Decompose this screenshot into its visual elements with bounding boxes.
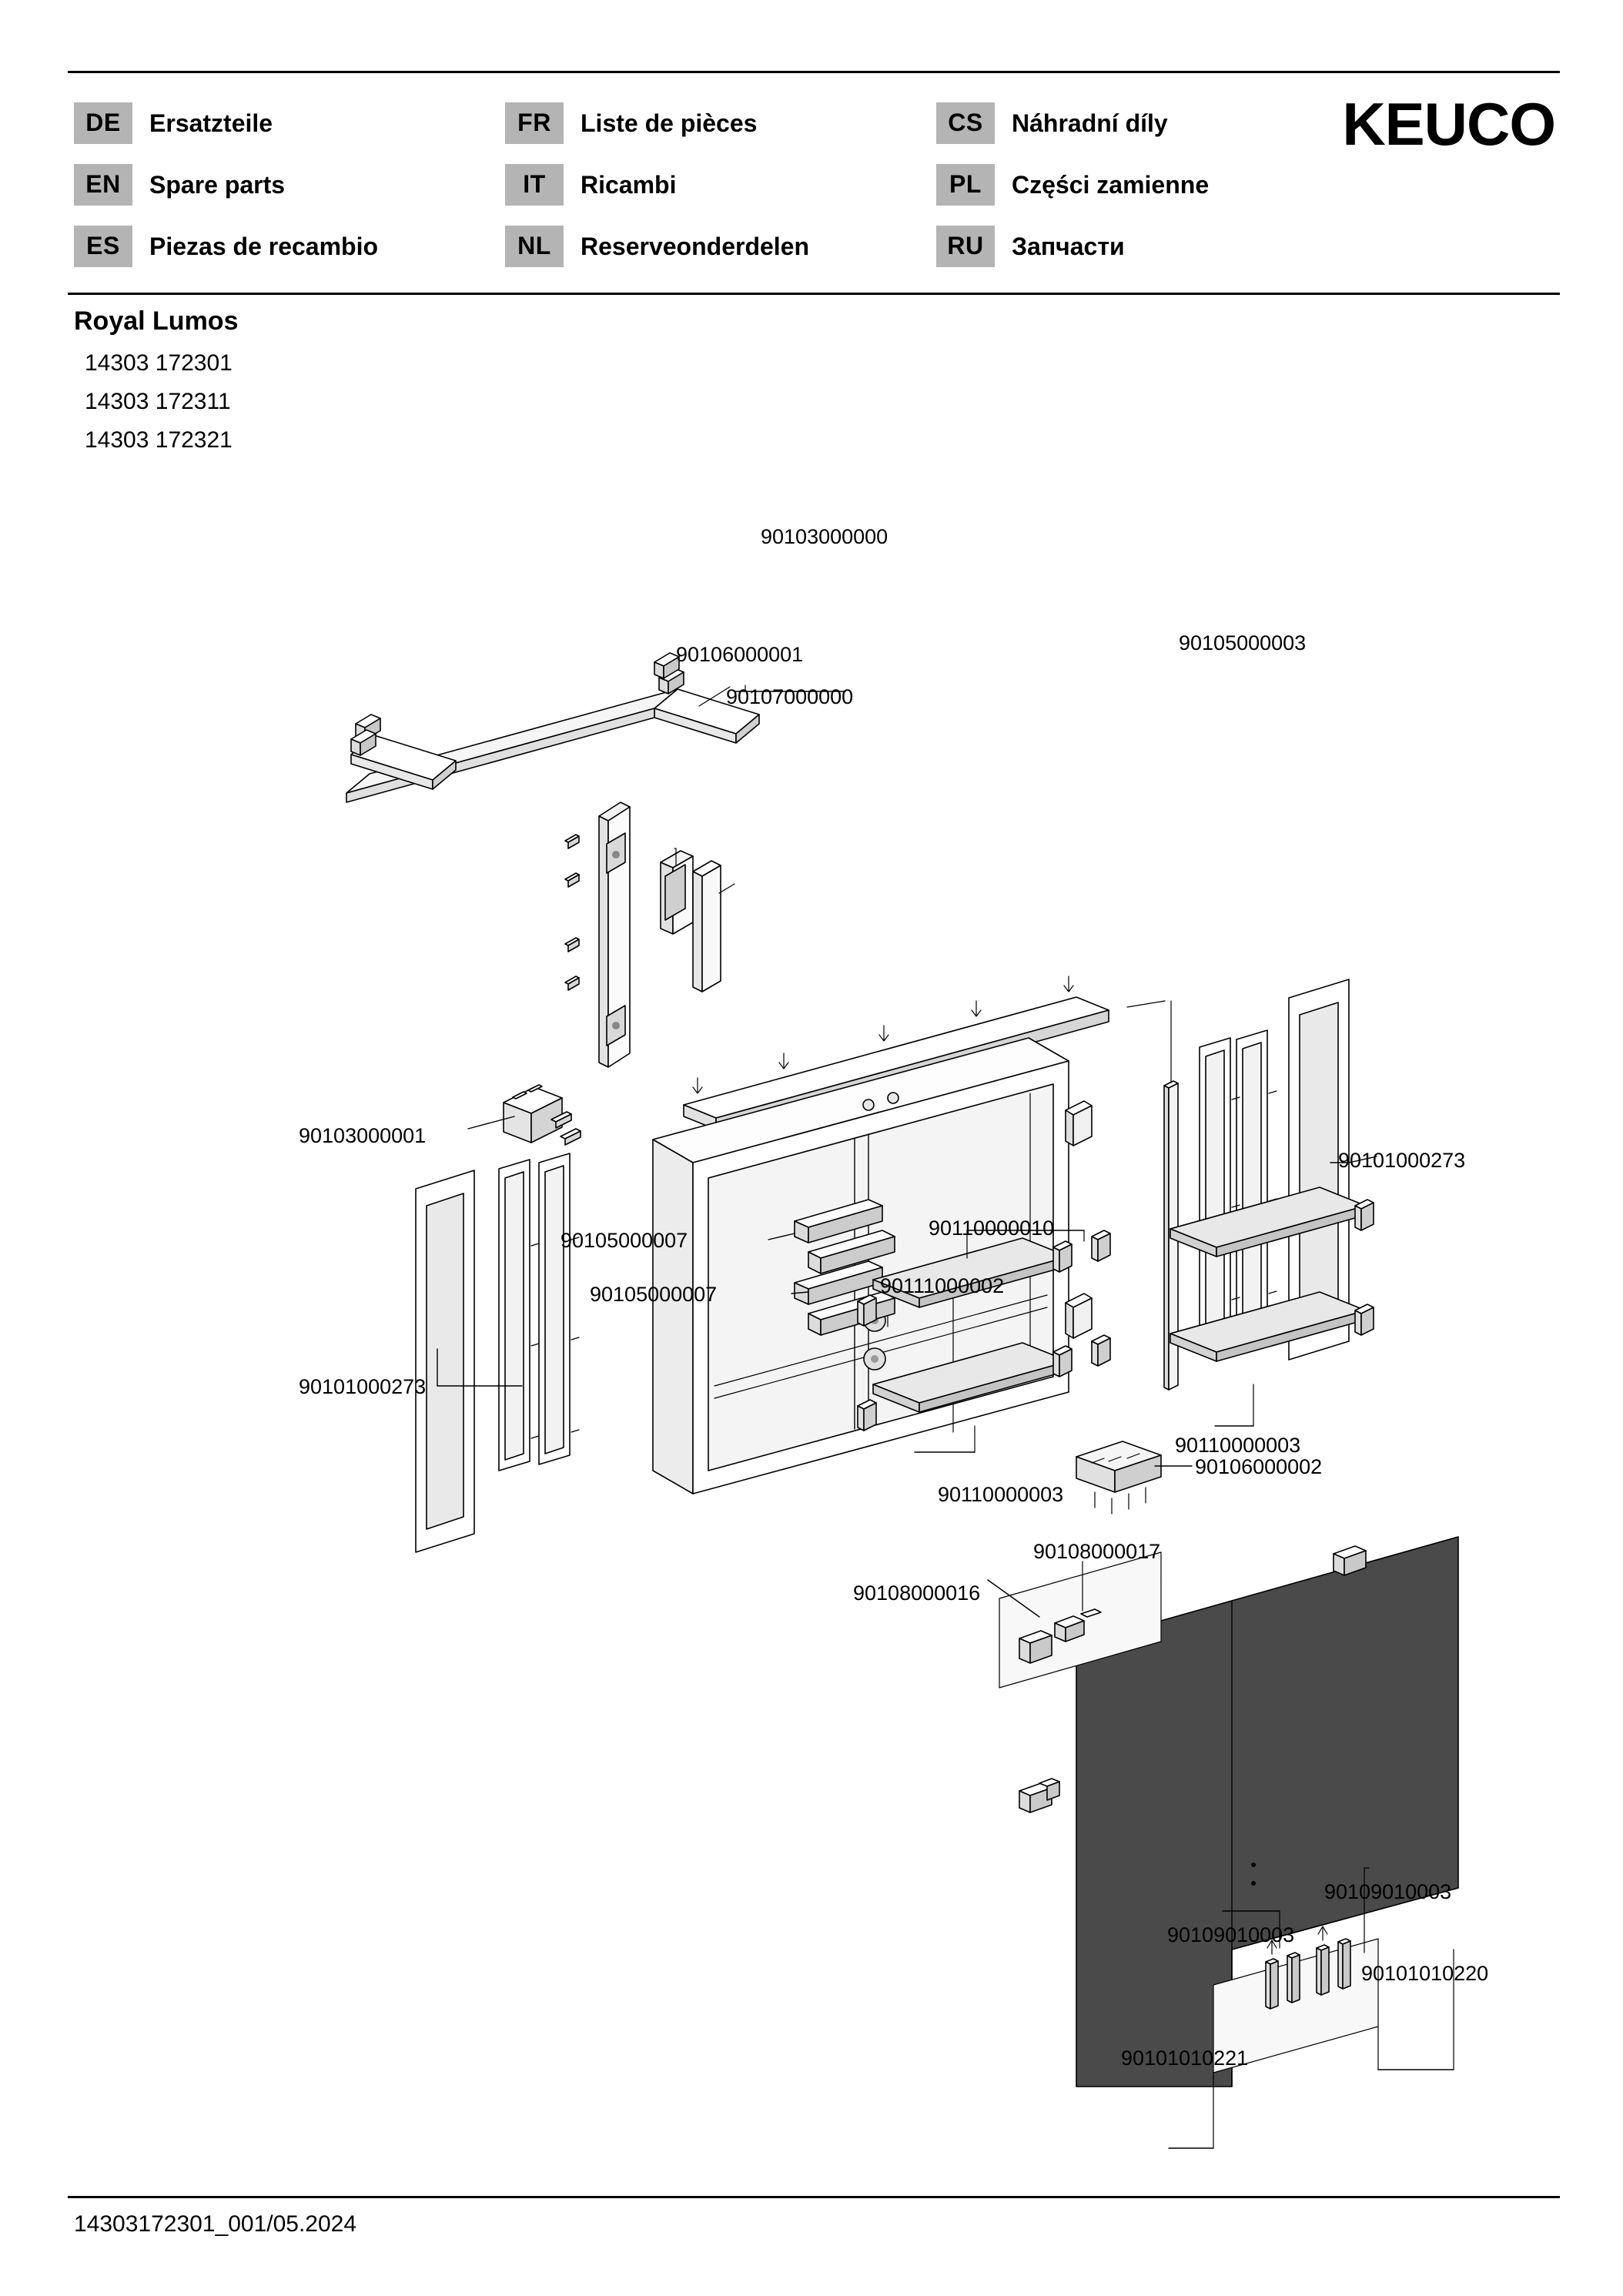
- language-entry-en: [74, 164, 505, 206]
- language-entry-nl: [505, 226, 936, 267]
- language-code-nl: NL: [505, 226, 564, 267]
- language-label-fr: Liste de pièces: [581, 109, 758, 137]
- part-label: 90107000000: [726, 685, 854, 708]
- language-label-pl: Części zamienne: [1012, 170, 1210, 199]
- part-mirror-panel-right-inner: [1200, 1038, 1230, 1347]
- part-mirror-panel-left-inner: [539, 1153, 570, 1464]
- part-hinge-bottom: [1076, 1441, 1161, 1514]
- part-label: 90105000007: [590, 1283, 718, 1306]
- part-label: 90101000273: [299, 1375, 427, 1398]
- language-row: [74, 92, 1275, 154]
- language-entry-cs: [936, 102, 1275, 144]
- part-wall-bracket: [504, 1085, 581, 1145]
- article-number: 14303 172321: [85, 427, 233, 453]
- part-magnet-catch-lower: [1019, 1779, 1059, 1812]
- language-code-de: DE: [74, 102, 132, 144]
- part-label: 90110000003: [1175, 1434, 1301, 1457]
- part-label: 90103000001: [299, 1124, 427, 1147]
- part-label: 90101010221: [1121, 2047, 1249, 2070]
- language-table: [74, 92, 1275, 277]
- language-code-pl: PL: [936, 164, 995, 206]
- language-code-cs: CS: [936, 102, 995, 144]
- part-screws-hinge: [565, 835, 579, 990]
- language-label-it: Ricambi: [581, 170, 677, 199]
- language-label-es: Piezas de recambio: [149, 232, 379, 260]
- part-label: 90101000273: [1338, 1149, 1466, 1172]
- part-label: 90108000016: [853, 1581, 981, 1605]
- language-code-en: EN: [74, 164, 132, 206]
- page-title: Royal Lumos: [74, 306, 239, 336]
- language-code-ru: RU: [936, 226, 995, 267]
- language-label-nl: Reserveonderdelen: [581, 232, 810, 260]
- language-label-en: Spare parts: [149, 170, 286, 199]
- part-mirror-panel-left-outer: [416, 1170, 474, 1552]
- article-number: 14303 172311: [85, 389, 231, 414]
- part-hinge-plate: [599, 802, 630, 1067]
- language-entry-fr: [505, 102, 936, 144]
- language-entry-pl: [936, 164, 1275, 206]
- part-label: 90108000017: [1033, 1540, 1161, 1563]
- part-label: 90110000003: [938, 1483, 1064, 1506]
- language-entry-ru: [936, 226, 1275, 267]
- part-label: 90106000001: [676, 643, 804, 666]
- language-entry-de: [74, 102, 505, 144]
- part-mirror-panel-left-mid: [499, 1160, 530, 1471]
- language-row: [74, 154, 1275, 216]
- part-label: 90105000003: [1179, 631, 1307, 654]
- part-mirror-panel-right-mid: [1236, 1030, 1267, 1340]
- language-code-fr: FR: [505, 102, 564, 144]
- part-sensor-module: [661, 851, 693, 934]
- keuco-logo: KEUCO: [1342, 90, 1555, 158]
- exploded-view-diagram: [68, 323, 1560, 2171]
- part-label: 90101010220: [1361, 1962, 1489, 1985]
- language-label-cs: Náhradní díly: [1012, 109, 1168, 137]
- language-label-de: Ersatzteile: [149, 109, 273, 137]
- header-top-divider: [68, 71, 1560, 73]
- part-label: 90110000010: [929, 1217, 1055, 1240]
- part-label: 90103000000: [761, 525, 888, 548]
- footer-divider: [68, 2196, 1560, 2198]
- language-code-es: ES: [74, 226, 132, 267]
- part-label: 90111000002: [880, 1274, 1005, 1297]
- article-number: 14303 172301: [85, 350, 233, 376]
- language-code-it: IT: [505, 164, 564, 206]
- part-label: 90106000002: [1195, 1455, 1323, 1478]
- document-id: 14303172301_001/05.2024: [74, 2211, 357, 2237]
- language-entry-es: [74, 226, 505, 267]
- header-bottom-divider: [68, 293, 1560, 295]
- language-entry-it: [505, 164, 936, 206]
- part-label: 90109010003: [1324, 1880, 1452, 1903]
- language-label-ru: Запчасти: [1012, 232, 1125, 260]
- language-row: [74, 216, 1275, 277]
- part-light-strip-small: [693, 861, 721, 992]
- part-label: 90109010003: [1167, 1923, 1295, 1946]
- part-label: 90105000007: [561, 1229, 688, 1252]
